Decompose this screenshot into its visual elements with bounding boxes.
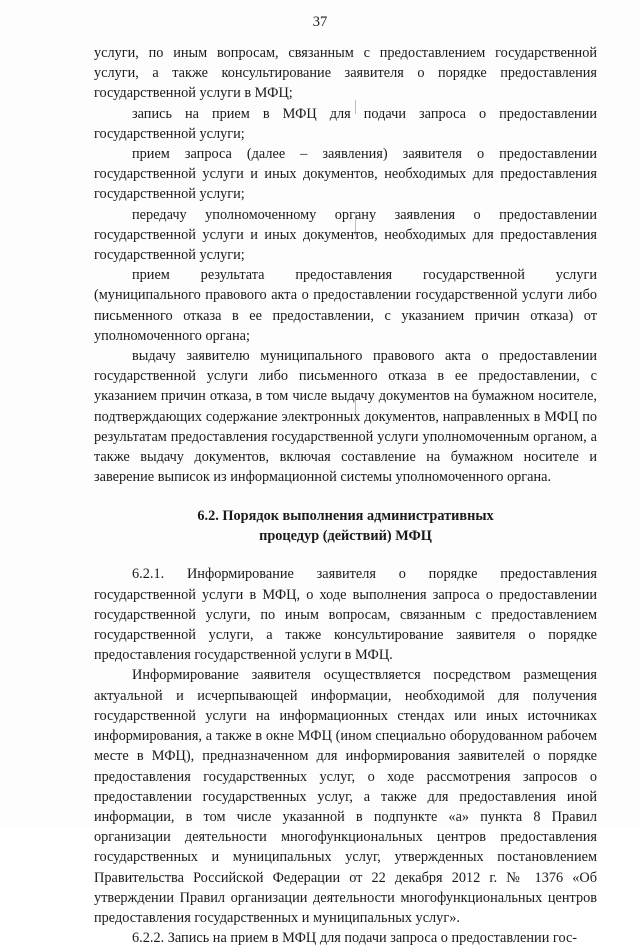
page-number: 37 [312, 14, 328, 30]
list-item-application-intake: прием запроса (далее – заявления) заявителя о предоставлении государственной услуги и иных документов, необходимых для предоставления государственной услуги; [94, 146, 597, 203]
paragraph-informing: Информирование заявителя осуществляется посредством размещения актуальной и исчерпывающей информации, необходимой для получения государственной услуги на информационных стендах или иных источниках информирования, а также в окне МФЦ (ином специально оборудованном рабочем месте в МФЦ), предназначенном для информирования заявителей о порядке предоставления государственных услуг, о ходе рассмотрения запросов о предоставлении государственных услуг, а также для предоставления иной информации, в том числе указанной в подпункте «а» пункта 8 Правил организации деятельности многофункциональных центров предоставления государственных и муниципальных услуг, утвержденных постановлением Правительства Российской Федерации от 22 декабря 2012 г. № 1376 «Об утверждении Правил организации деятельности многофункциональных центров предоставления государственных и муниципальных услуг». [94, 667, 597, 926]
section-heading [94, 506, 597, 546]
list-item-transfer: передачу уполномоченному органу заявления о предоставлении государственной услуги и иных документов, необходимых для предоставления государственной услуги; [94, 206, 597, 264]
section-heading-line-2: процедур (действий) МФЦ [259, 528, 432, 545]
list-item-result-receipt: прием результата предоставления государственной услуги (муниципального правового акта о предоставлении государственной услуги либо письменного отказа в ее предоставлении, с указанием причин отказа) от уполномоченного органа; [94, 267, 597, 344]
list-item-issuance: выдачу заявителю муниципального правового акта о предоставлении государственной услуги либо письменного отказа в ее предоставлении, с указанием причин отказа, в том числе выдачу документов на бумажном носителе, подтверждающих содержание электронных документов, направленных в МФЦ по результатам предоставления государственной услуги уполномоченным органом, а также выдачу документов, включая составление на бумажном носителе и заверение выписок из информационной системы уполномоченного органа. [94, 348, 597, 486]
section-heading-line-1: 6.2. Порядок выполнения административных [197, 508, 494, 525]
list-item-appointment: запись на прием в МФЦ для подачи запроса о предоставлении государственной услуги; [94, 105, 597, 142]
paragraph-6-2-2: 6.2.2. Запись на прием в МФЦ для подачи запроса о предоставлении гос- [132, 930, 578, 947]
paragraph-continued: услуги, по иным вопросам, связанным с предоставлением государственной услуги, а также консультирование заявителя о порядке предоставления государственной услуги в МФЦ; [94, 45, 597, 102]
document-body [94, 43, 597, 948]
paragraph-6-2-1: 6.2.1. Информирование заявителя о порядке предоставления государственной услуги в МФЦ, о ходе выполнения запроса о предоставлении государственной услуги, по иным вопросам, связанным с предоставлением государственной услуги, а также консультирование заявителя о порядке предоставления государственной услуги в МФЦ. [94, 566, 597, 664]
